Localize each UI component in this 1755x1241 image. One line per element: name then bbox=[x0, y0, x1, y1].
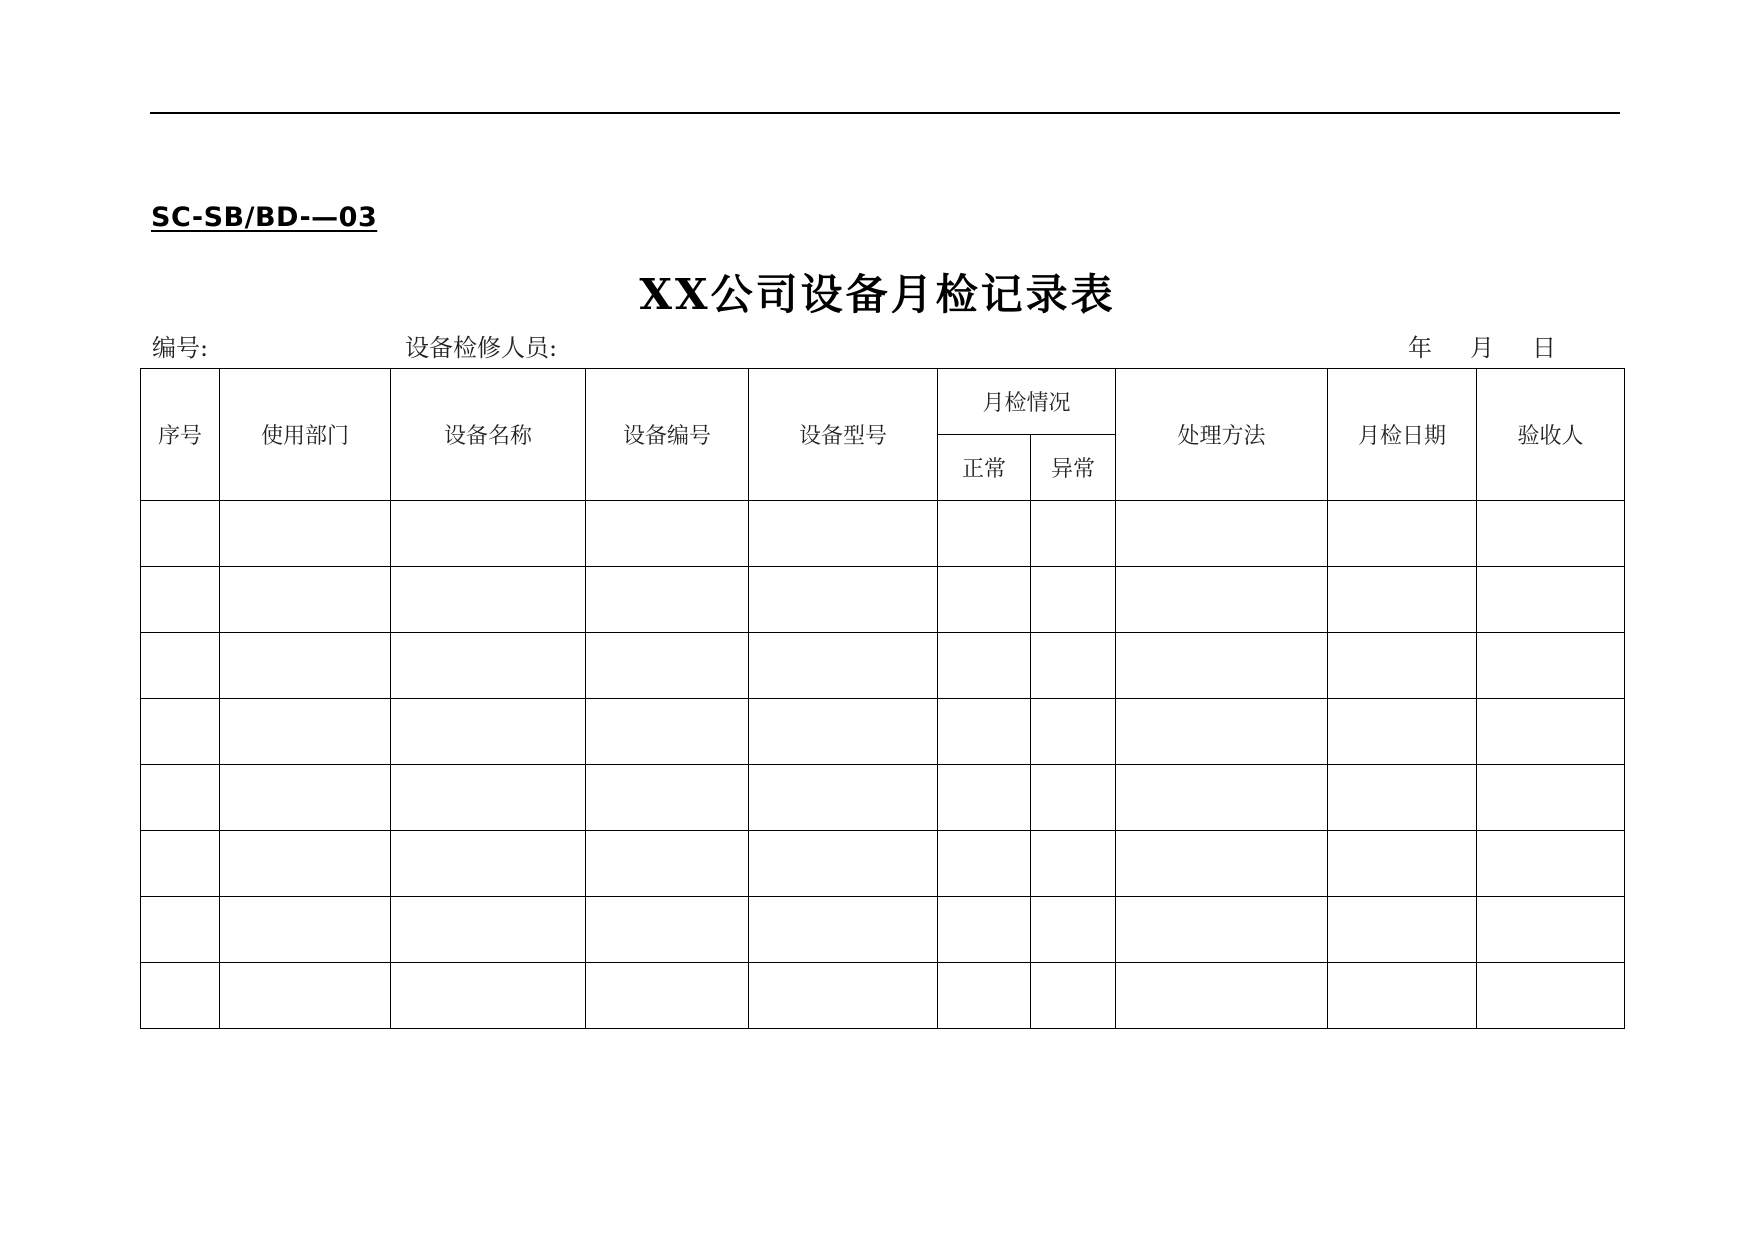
document-code: SC-SB/BD-—03 bbox=[151, 202, 378, 233]
header-seq: 序号 bbox=[141, 369, 220, 501]
table-body bbox=[141, 501, 1625, 1029]
date-day-label: 日 bbox=[1532, 334, 1556, 362]
table-row bbox=[141, 567, 1625, 633]
table-cell[interactable] bbox=[1328, 963, 1477, 1029]
table-cell[interactable] bbox=[220, 633, 391, 699]
table-cell[interactable] bbox=[938, 699, 1031, 765]
table-row bbox=[141, 633, 1625, 699]
table-cell[interactable] bbox=[1328, 501, 1477, 567]
table-cell[interactable] bbox=[586, 567, 749, 633]
table-cell[interactable] bbox=[1031, 699, 1116, 765]
table-cell[interactable] bbox=[938, 567, 1031, 633]
table-cell[interactable] bbox=[938, 765, 1031, 831]
table-cell[interactable] bbox=[1477, 501, 1625, 567]
table-cell[interactable] bbox=[391, 567, 586, 633]
table-cell[interactable] bbox=[220, 963, 391, 1029]
table-cell[interactable] bbox=[1328, 765, 1477, 831]
header-model: 设备型号 bbox=[749, 369, 938, 501]
table-cell[interactable] bbox=[1116, 633, 1328, 699]
table-cell[interactable] bbox=[1328, 831, 1477, 897]
table-cell[interactable] bbox=[749, 831, 938, 897]
date-labels bbox=[1408, 328, 1556, 363]
table-cell[interactable] bbox=[938, 501, 1031, 567]
header-abnormal: 异常 bbox=[1031, 435, 1116, 501]
table-cell[interactable] bbox=[749, 963, 938, 1029]
table-cell[interactable] bbox=[1477, 633, 1625, 699]
table-cell[interactable] bbox=[586, 831, 749, 897]
table-cell[interactable] bbox=[749, 699, 938, 765]
table-row bbox=[141, 831, 1625, 897]
header-equipment-name: 设备名称 bbox=[391, 369, 586, 501]
table-cell[interactable] bbox=[1477, 567, 1625, 633]
table-cell[interactable] bbox=[1116, 501, 1328, 567]
table-cell[interactable] bbox=[938, 897, 1031, 963]
table-row bbox=[141, 897, 1625, 963]
table-row bbox=[141, 963, 1625, 1029]
table-cell[interactable] bbox=[220, 831, 391, 897]
table-cell[interactable] bbox=[141, 897, 220, 963]
inspection-table bbox=[140, 368, 1625, 1029]
table-cell[interactable] bbox=[586, 699, 749, 765]
table-cell[interactable] bbox=[141, 567, 220, 633]
table-cell[interactable] bbox=[220, 897, 391, 963]
table-cell[interactable] bbox=[1477, 963, 1625, 1029]
table-cell[interactable] bbox=[391, 699, 586, 765]
table-cell[interactable] bbox=[391, 501, 586, 567]
table-cell[interactable] bbox=[141, 765, 220, 831]
table-cell[interactable] bbox=[1031, 633, 1116, 699]
table-cell[interactable] bbox=[586, 633, 749, 699]
table-row bbox=[141, 699, 1625, 765]
table-row bbox=[141, 765, 1625, 831]
table-cell[interactable] bbox=[1328, 633, 1477, 699]
table-cell[interactable] bbox=[220, 699, 391, 765]
table-cell[interactable] bbox=[391, 633, 586, 699]
table-cell[interactable] bbox=[141, 633, 220, 699]
table-cell[interactable] bbox=[1031, 963, 1116, 1029]
header-check-date: 月检日期 bbox=[1328, 369, 1477, 501]
table-cell[interactable] bbox=[1031, 897, 1116, 963]
table-row bbox=[141, 501, 1625, 567]
header-acceptor: 验收人 bbox=[1477, 369, 1625, 501]
table-cell[interactable] bbox=[220, 765, 391, 831]
table-cell[interactable] bbox=[1031, 831, 1116, 897]
table-cell[interactable] bbox=[1116, 699, 1328, 765]
table-cell[interactable] bbox=[1031, 501, 1116, 567]
header-rule bbox=[150, 112, 1620, 114]
table-cell[interactable] bbox=[1031, 765, 1116, 831]
table-cell[interactable] bbox=[1031, 567, 1116, 633]
table-cell[interactable] bbox=[749, 567, 938, 633]
table-cell[interactable] bbox=[1477, 699, 1625, 765]
table-cell[interactable] bbox=[749, 897, 938, 963]
table-cell[interactable] bbox=[1328, 567, 1477, 633]
table-cell[interactable] bbox=[586, 765, 749, 831]
table-cell[interactable] bbox=[220, 567, 391, 633]
header-monthly-check: 月检情况 bbox=[938, 369, 1116, 435]
page-title: XX公司设备月检记录表 bbox=[639, 270, 1116, 319]
table-cell[interactable] bbox=[1116, 567, 1328, 633]
table-cell[interactable] bbox=[1116, 963, 1328, 1029]
table-cell[interactable] bbox=[1328, 699, 1477, 765]
table-cell[interactable] bbox=[749, 633, 938, 699]
table-cell[interactable] bbox=[141, 501, 220, 567]
inspector-label: 设备检修人员: bbox=[405, 334, 558, 362]
table-cell[interactable] bbox=[391, 897, 586, 963]
table-cell[interactable] bbox=[586, 501, 749, 567]
table-cell[interactable] bbox=[1477, 897, 1625, 963]
table-cell[interactable] bbox=[391, 831, 586, 897]
header-equipment-no: 设备编号 bbox=[586, 369, 749, 501]
table-cell[interactable] bbox=[1477, 765, 1625, 831]
table-cell[interactable] bbox=[1116, 831, 1328, 897]
date-year-label: 年 bbox=[1408, 334, 1432, 362]
table-cell[interactable] bbox=[1328, 897, 1477, 963]
table-cell[interactable] bbox=[586, 897, 749, 963]
table-cell[interactable] bbox=[391, 963, 586, 1029]
table-cell[interactable] bbox=[141, 831, 220, 897]
table-cell[interactable] bbox=[938, 831, 1031, 897]
table-cell[interactable] bbox=[938, 963, 1031, 1029]
table-cell[interactable] bbox=[1477, 831, 1625, 897]
date-month-label: 月 bbox=[1470, 334, 1494, 362]
table-cell[interactable] bbox=[1116, 765, 1328, 831]
table-cell[interactable] bbox=[141, 963, 220, 1029]
table-cell[interactable] bbox=[1116, 897, 1328, 963]
table-cell[interactable] bbox=[391, 765, 586, 831]
table-cell[interactable] bbox=[749, 765, 938, 831]
table-cell[interactable] bbox=[749, 501, 938, 567]
table-cell[interactable] bbox=[938, 633, 1031, 699]
header-normal: 正常 bbox=[938, 435, 1031, 501]
table-cell[interactable] bbox=[586, 963, 749, 1029]
table-cell[interactable] bbox=[141, 699, 220, 765]
serial-label: 编号: bbox=[152, 334, 209, 362]
header-department: 使用部门 bbox=[220, 369, 391, 501]
table-cell[interactable] bbox=[220, 501, 391, 567]
header-handling: 处理方法 bbox=[1116, 369, 1328, 501]
